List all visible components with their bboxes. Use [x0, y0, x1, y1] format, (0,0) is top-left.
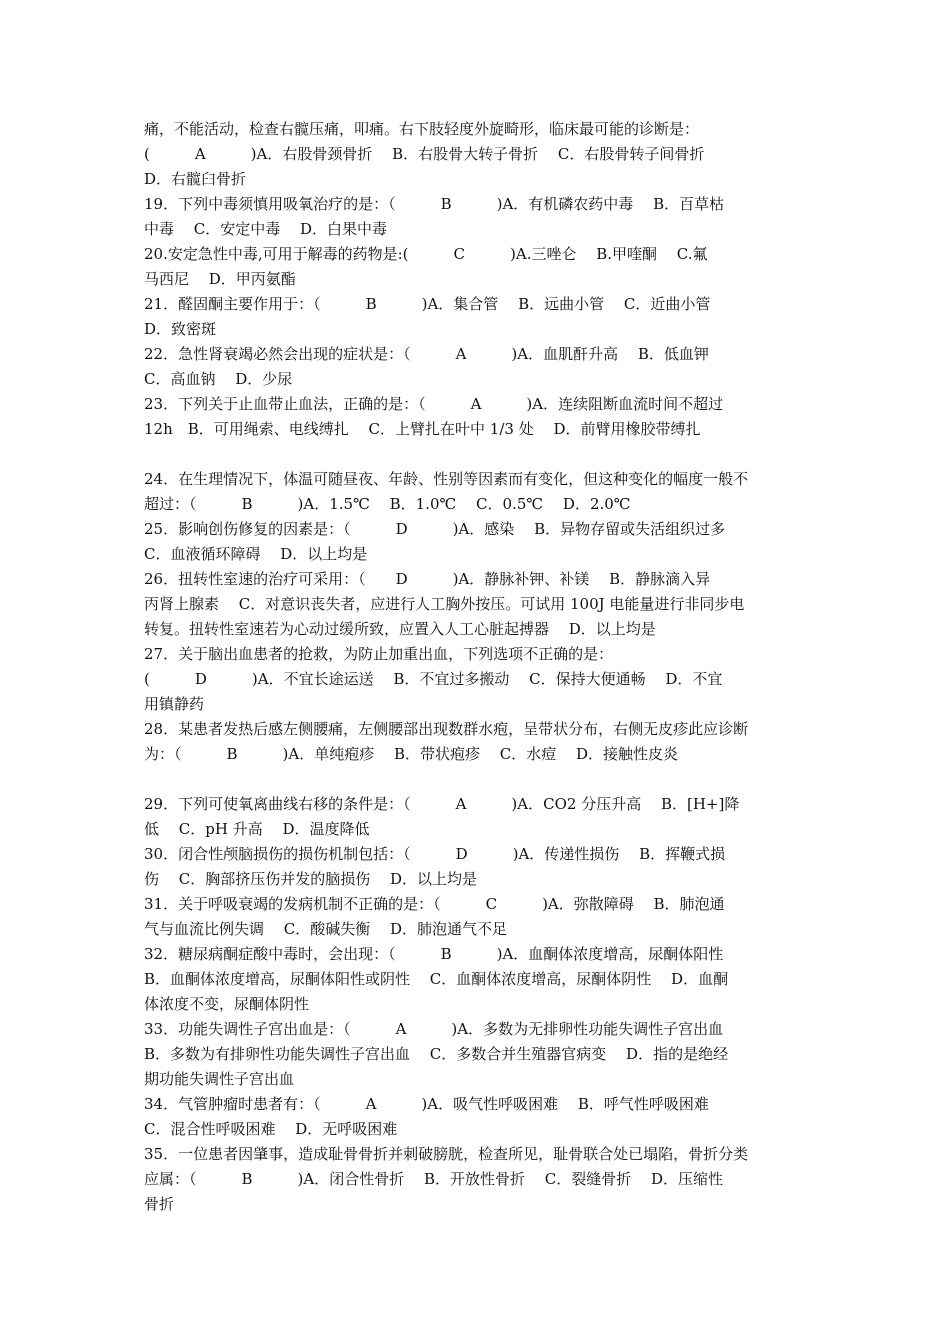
- text-line: 22．急性肾衰竭必然会出现的症状是：（ A )A．血肌酐升高 B．低血钾: [144, 345, 709, 363]
- blank-line: [144, 767, 808, 792]
- text-line: 用镇静药: [144, 695, 205, 713]
- text-line: 20.安定急性中毒,可用于解毒的药物是:( C )A.三唑仑 B.甲喹酮 C.氟: [144, 245, 708, 263]
- text-line: 23．下列关于止血带止血法，正确的是：（ A )A．连续阻断血流时间不超过: [144, 395, 724, 413]
- text-line: 痛，不能活动，检查右髋压痛，叩痛。右下肢轻度外旋畸形，临床最可能的诊断是：: [144, 120, 700, 138]
- text-line: 32．糖尿病酮症酸中毒时，会出现：（ B )A．血酮体浓度增高，尿酮体阳性: [144, 945, 724, 963]
- text-line: D．致密斑: [144, 320, 217, 338]
- text-line: C．血液循环障碍 D．以上均是: [144, 545, 368, 563]
- document-body: [144, 117, 808, 1217]
- text-line: 超过：（ B )A．1.5℃ B．1.0℃ C．0.5℃ D．2.0℃: [144, 495, 631, 513]
- text-line: 期功能失调性子宫出血: [144, 1070, 295, 1088]
- text-line: 33．功能失调性子宫出血是：（ A )A．多数为无排卵性功能失调性子宫出血: [144, 1020, 724, 1038]
- text-line: 骨折: [144, 1195, 175, 1213]
- text-line: ( D )A．不宜长途运送 B．不宜过多搬动 C．保持大便通畅 D．不宜: [144, 670, 723, 688]
- text-line: B．多数为有排卵性功能失调性子宫出血 C．多数合并生殖器官病变 D．指的是绝经: [144, 1045, 729, 1063]
- text-line: 24．在生理情况下，体温可随昼夜、年龄、性别等因素而有变化，但这种变化的幅度一般不: [144, 470, 749, 488]
- text-line: 35．一位患者因肇事，造成耻骨骨折并刺破膀胱，检查所见，耻骨联合处已塌陷，骨折分类: [144, 1145, 749, 1163]
- text-line: 28．某患者发热后感左侧腰痛，左侧腰部出现数群水疱，呈带状分布，右侧无皮疹此应诊断: [144, 720, 749, 738]
- text-line: 27．关于脑出血患者的抢救，为防止加重出血，下列选项不正确的是：: [144, 645, 614, 663]
- text-line: 25．影响创伤修复的因素是：（ D )A．感染 B．异物存留或失活组织过多: [144, 520, 726, 538]
- text-line: 体浓度不变，尿酮体阴性: [144, 995, 310, 1013]
- text-line: ( A )A．右股骨颈骨折 B．右股骨大转子骨折 C．右股骨转子间骨折: [144, 145, 705, 163]
- text-line: 丙肾上腺素 C．对意识丧失者，应进行人工胸外按压。可试用 100J 电能量进行非同步电: [144, 595, 745, 613]
- text-line: B．血酮体浓度增高，尿酮体阳性或阴性 C．血酮体浓度增高，尿酮体阴性 D．血酮: [144, 970, 729, 988]
- text-line: 气与血流比例失调 C．酸碱失衡 D．肺泡通气不足: [144, 920, 508, 938]
- text-line: 19．下列中毒须慎用吸氧治疗的是：（ B )A．有机磷农药中毒 B．百草枯: [144, 195, 725, 213]
- text-line: 21．醛固酮主要作用于：（ B )A．集合管 B．远曲小管 C．近曲小管: [144, 295, 711, 313]
- text-line: D．右髋臼骨折: [144, 170, 247, 188]
- text-line: 26．扭转性室速的治疗可采用：（ D )A．静脉补钾、补镁 B．静脉滴入异: [144, 570, 711, 588]
- text-line: 31．关于呼吸衰竭的发病机制不正确的是：（ C )A．弥散障碍 B．肺泡通: [144, 895, 725, 913]
- text-line: 中毒 C．安定中毒 D．白果中毒: [144, 220, 388, 238]
- text-line: 为：（ B )A．单纯疱疹 B．带状疱疹 C．水痘 D．接触性皮炎: [144, 745, 679, 763]
- text-line: 转复。扭转性室速若为心动过缓所致，应置入人工心脏起搏器 D．以上均是: [144, 620, 656, 638]
- text-line: 应属：（ B )A．闭合性骨折 B．开放性骨折 C．裂缝骨折 D．压缩性: [144, 1170, 724, 1188]
- text-line: C．混合性呼吸困难 D．无呼吸困难: [144, 1120, 398, 1138]
- blank-line: [144, 442, 808, 467]
- text-line: 马西尼 D．甲丙氨酯: [144, 270, 296, 288]
- text-line: C．高血钠 D．少尿: [144, 370, 293, 388]
- text-line: 34．气管肿瘤时患者有：（ A )A．吸气性呼吸困难 B．呼气性呼吸困难: [144, 1095, 709, 1113]
- text-line: 29．下列可使氧离曲线右移的条件是：（ A )A．CO2 分压升高 B．[H+]降: [144, 795, 740, 813]
- text-line: 伤 C．胸部挤压伤并发的脑损伤 D．以上均是: [144, 870, 478, 888]
- text-line: 低 C．pH 升高 D．温度降低: [144, 820, 370, 838]
- text-line: 12h B．可用绳索、电线缚扎 C．上臂扎在叶中 1/3 处 D．前臂用橡胶带缚扎: [144, 420, 701, 438]
- text-line: 30．闭合性颅脑损伤的损伤机制包括：（ D )A．传递性损伤 B．挥鞭式损: [144, 845, 726, 863]
